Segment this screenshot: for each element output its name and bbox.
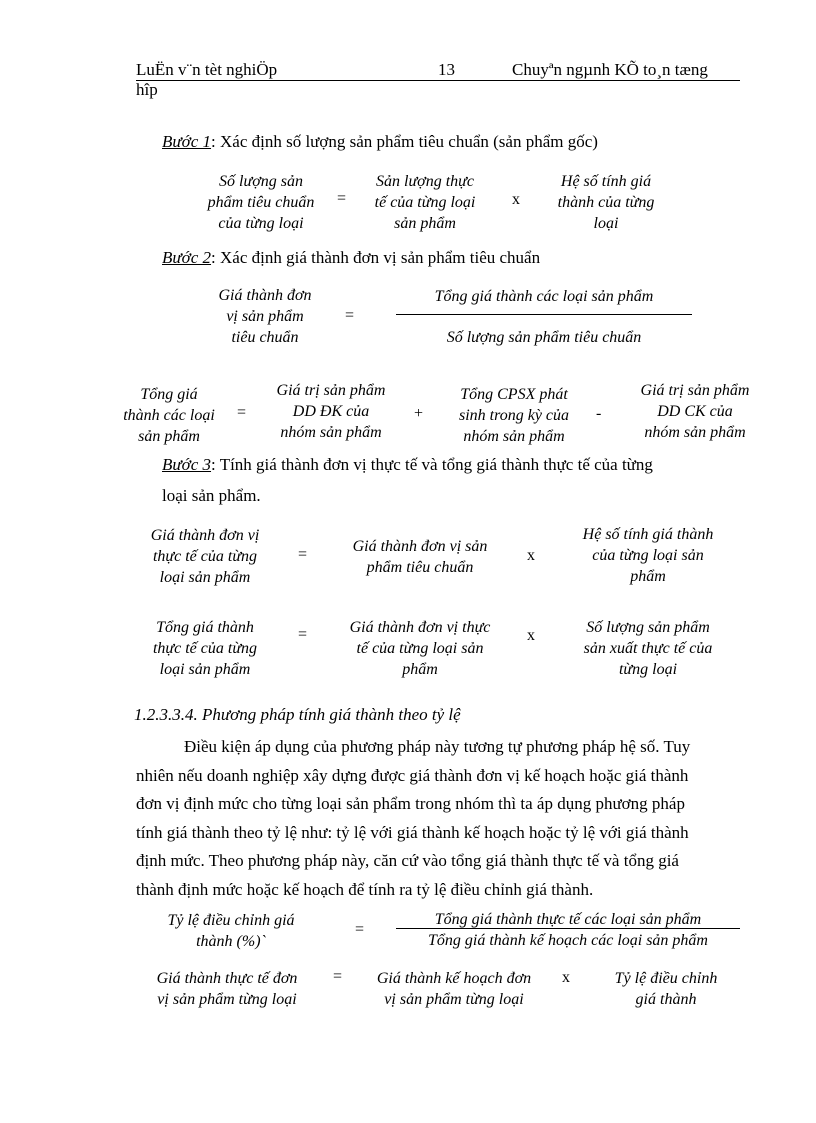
step1-formula-mid [352, 171, 498, 234]
times-sign: x [562, 969, 570, 986]
step3-f1-left [128, 525, 282, 588]
formula-line: từng loại [618, 661, 678, 678]
step2-formula-left [190, 285, 340, 348]
formula-line: Tổng CPSX phát [460, 386, 568, 403]
step2-label: Bước 2 [162, 248, 212, 267]
formula-line: loại sản phẩm [159, 661, 251, 678]
formula-line: sinh trong kỳ của [458, 407, 570, 424]
final-right [596, 968, 736, 1010]
plus-sign: + [414, 405, 424, 422]
formula-line: của từng loại [218, 215, 304, 232]
equals-sign: = [298, 546, 308, 563]
ratio-left [146, 910, 316, 952]
formula-line: Hệ số tính giá [560, 173, 652, 190]
step1-label: Bước 1 [162, 132, 212, 151]
final-left [136, 968, 318, 1010]
header-rule [136, 80, 740, 81]
formula-line: Tổng giá thành [156, 619, 254, 636]
formula-line: phẩm [630, 568, 666, 585]
section-heading: 1.2.3.3.4. Phương pháp tính giá thành theo tỷ lệ [134, 705, 461, 724]
formula-line: Số lượng sản [219, 173, 303, 190]
formula-line: phẩm [402, 661, 438, 678]
formula-line: của từng loại sản [592, 547, 704, 564]
total-formula-d [620, 380, 770, 443]
formula-line: Hệ số tính giá thành [582, 526, 714, 543]
paragraph-line: tính giá thành theo tỷ lệ như: tỷ lệ với giá thành kế hoạch hoặc tỷ lệ với giá thành [136, 822, 689, 842]
final-mid [356, 968, 552, 1010]
step3-f1-right [556, 524, 740, 587]
total-formula-b [258, 380, 404, 443]
formula-line: Giá thành đơn vị [150, 527, 260, 544]
step3-f1-mid [328, 536, 512, 578]
header-wrap: hîp [136, 80, 158, 99]
step2-denominator: Số lượng sản phẩm tiêu chuẩn [446, 329, 642, 346]
paragraph-line: thành định mức hoặc kế hoạch để tính ra tỷ lệ điều chỉnh giá thành. [136, 879, 594, 899]
equals-sign: = [298, 626, 308, 643]
formula-line: vị sản phẩm từng loại [384, 991, 524, 1008]
formula-line: Giá thành đơn vị sản [352, 538, 488, 555]
formula-line: Sản lượng thực [376, 173, 474, 190]
formula-line: sản xuất thực tế của [583, 640, 713, 657]
step2-text: : Xác định giá thành đơn vị sản phẩm tiêu chuẩn [211, 248, 541, 267]
ratio-numerator: Tổng giá thành thực tế các loại sản phẩm [434, 911, 702, 928]
step3-heading [162, 455, 653, 475]
ratio-denominator: Tổng giá thành kế hoạch các loại sản phẩm [428, 932, 708, 949]
equals-sign: = [333, 968, 343, 985]
step1-formula-left [186, 171, 336, 234]
times-sign: x [527, 547, 535, 564]
formula-line: Tỷ lệ điều chỉnh giá [167, 912, 295, 929]
header-page-number: 13 [438, 60, 455, 79]
header-right: Chuyªn ngµnh KÕ to¸n tæng [512, 60, 708, 79]
fraction-bar [396, 314, 692, 315]
formula-line: phẩm tiêu chuẩn [207, 194, 315, 211]
formula-line: loại [593, 215, 619, 232]
fraction-bar [396, 928, 740, 929]
equals-sign: = [237, 404, 247, 421]
paragraph-line: nhiên nếu doanh nghiệp xây dựng được giá thành đơn vị kế hoạch hoặc giá thành [136, 765, 689, 785]
formula-line: thực tế của từng [152, 640, 258, 657]
formula-line: vị sản phẩm từng loại [157, 991, 297, 1008]
formula-line: DD ĐK của [292, 403, 370, 420]
times-sign: x [512, 191, 520, 208]
formula-line: tế của từng loại [374, 194, 476, 211]
formula-line: Giá thành đơn vị thực [349, 619, 491, 636]
formula-line: Tỷ lệ điều chỉnh [614, 970, 718, 987]
formula-line: thành các loại [123, 407, 215, 424]
formula-line: nhóm sản phẩm [644, 424, 746, 441]
step3-text: : Tính giá thành đơn vị thực tế và tổng giá thành thực tế của từng [211, 455, 653, 474]
times-sign: x [527, 627, 535, 644]
step3-label: Bước 3 [162, 455, 212, 474]
total-formula-c [436, 384, 592, 447]
formula-line: thực tế của từng [152, 548, 258, 565]
formula-line: sản phẩm [138, 428, 200, 445]
formula-line: vị sản phẩm [226, 308, 304, 325]
formula-line: phẩm tiêu chuẩn [366, 559, 474, 576]
minus-sign: - [596, 405, 602, 422]
equals-sign: = [337, 190, 347, 207]
formula-line: thành (%)` [196, 933, 266, 950]
formula-line: sản phẩm [394, 215, 456, 232]
formula-line: nhóm sản phẩm [463, 428, 565, 445]
section-paragraph [136, 733, 740, 904]
formula-line: DD CK của [657, 403, 733, 420]
step3-heading-cont: loại sản phẩm. [162, 486, 261, 505]
paragraph-line: Điều kiện áp dụng của phương pháp này tương tự phương pháp hệ số. Tuy [184, 737, 691, 756]
step1-heading [162, 132, 598, 152]
equals-sign: = [345, 307, 355, 324]
formula-line: Tổng giá [140, 386, 198, 403]
step1-formula-right [536, 171, 676, 234]
step3-f2-mid [328, 617, 512, 680]
step1-text: : Xác định số lượng sản phẩm tiêu chuẩn (sản phẩm gốc) [211, 132, 598, 151]
total-formula-a [108, 384, 230, 447]
formula-line: nhóm sản phẩm [280, 424, 382, 441]
step2-heading [162, 248, 540, 268]
formula-line: Giá thành thực tế đơn [156, 970, 298, 987]
formula-line: Giá thành kế hoạch đơn [376, 970, 532, 987]
step2-numerator: Tổng giá thành các loại sản phẩm [434, 288, 654, 305]
formula-line: Giá thành đơn [218, 287, 312, 304]
formula-line: thành của từng [557, 194, 655, 211]
step3-f2-left [128, 617, 282, 680]
header-left: LuËn v¨n tèt nghiÖp [136, 60, 278, 79]
formula-line: Số lượng sản phẩm [586, 619, 710, 636]
formula-line: tiêu chuẩn [231, 329, 299, 346]
formula-line: tế của từng loại sản [356, 640, 484, 657]
formula-line: Giá trị sản phẩm [640, 382, 750, 399]
paragraph-line: đơn vị định mức cho từng loại sản phẩm trong nhóm thì ta áp dụng phương pháp [136, 794, 685, 813]
formula-line: Giá trị sản phẩm [276, 382, 386, 399]
formula-line: giá thành [635, 991, 697, 1008]
equals-sign: = [355, 921, 365, 938]
paragraph-line: định mức. Theo phương pháp này, căn cứ vào tổng giá thành thực tế và tổng giá [136, 851, 679, 870]
formula-line: loại sản phẩm [159, 569, 251, 586]
step3-f2-right [556, 617, 740, 680]
